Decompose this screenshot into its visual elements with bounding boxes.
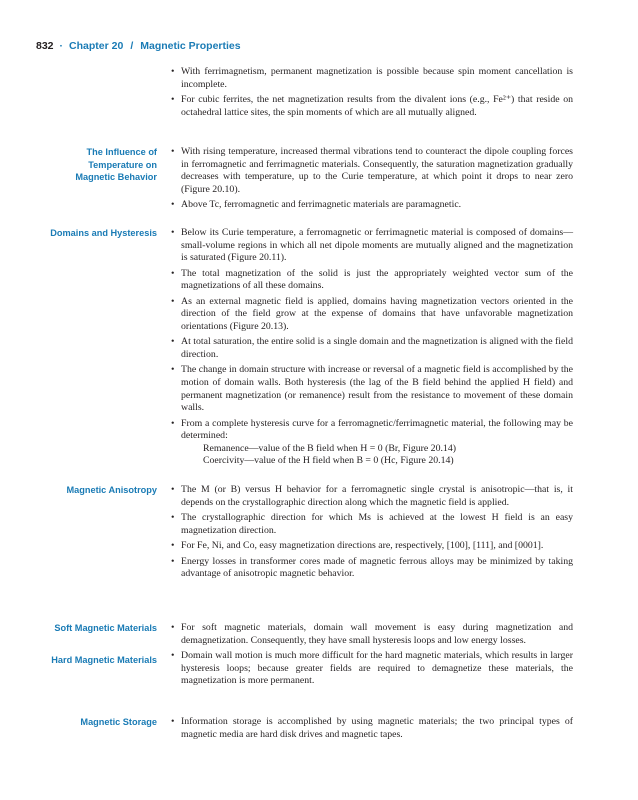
bullet-text: From a complete hysteresis curve for a ferromagnetic/ferrimagnetic material, the following may be determined: xyxy=(181,417,573,442)
side-heading: Magnetic Storage xyxy=(80,717,157,727)
bullet: • With ferrimagnetism, permanent magnetization is possible because spin moment cancellation is incomplete. xyxy=(171,66,573,91)
chapter-title: Magnetic Properties xyxy=(140,40,241,52)
bullet: • For soft magnetic materials, domain wall movement is easy during magnetization and demagnetization. Consequently, they have small hysteresis loops and low energy losses. xyxy=(171,622,573,647)
bullet: • For cubic ferrites, the net magnetization results from the divalent ions (e.g., Fe²⁺) that reside on octahedral lattice sites, the spin moments of which are all mutually aligned. xyxy=(171,94,573,119)
header-dot: · xyxy=(59,40,64,52)
definition-coercivity: Coercivity—value of the H field when B = 0 (Hc, Figure 20.14) xyxy=(203,455,454,467)
side-heading: Domains and Hysteresis xyxy=(50,228,157,238)
bullet: • Domain wall motion is much more difficult for the hard magnetic materials, which results in larger hysteresis loops; because greater fields are required to demagnetize these materials, the magnetization is more permanent. xyxy=(171,650,573,688)
bullet: • The crystallographic direction for which Ms is achieved at the lowest H field is an easy magnetization direction. xyxy=(171,512,573,537)
header-slash: / xyxy=(130,40,134,52)
side-heading-soft: Soft Magnetic Materials xyxy=(54,623,157,633)
definition-remanence: Remanence—value of the B field when H = 0 (Br, Figure 20.14) xyxy=(203,442,456,454)
bullet: • Above Tc, ferromagnetic and ferrimagnetic materials are paramagnetic. xyxy=(171,199,573,212)
side-heading: Magnetic Anisotropy xyxy=(66,485,157,495)
bullet: • Information storage is accomplished by using magnetic materials; the two principal types of magnetic media are hard disk drives and magnetic tapes. xyxy=(171,716,573,741)
bullet xyxy=(171,418,573,468)
bullet: • As an external magnetic field is applied, domains having magnetization vectors oriented in the direction of the field grow at the expense of domains that have unfavorable magnetization orientations (Figure 20.13). xyxy=(171,296,573,334)
bullet: • The total magnetization of the solid is just the appropriately weighted vector sum of the magnetizations of all these domains. xyxy=(171,268,573,293)
side-heading-hard: Hard Magnetic Materials xyxy=(51,655,157,665)
bullet: • With rising temperature, increased thermal vibrations tend to counteract the dipole coupling forces in ferromagnetic and ferrimagnetic materials. Consequently, the saturation magnetization gradually decreases with temperature, up to the Curie temperature, at which point it drops to near zero (Figure 20.10). xyxy=(171,146,573,196)
side-heading: The Influence of Temperature on Magnetic Behavior xyxy=(75,147,157,182)
bullet: • Below its Curie temperature, a ferromagnetic or ferrimagnetic material is composed of domains—small-volume regions in which all net dipole moments are mutually aligned and the magnetization is saturated (Figure 20.11). xyxy=(171,227,573,265)
bullet: • At total saturation, the entire solid is a single domain and the magnetization is aligned with the field direction. xyxy=(171,336,573,361)
chapter-label: Chapter 20 xyxy=(69,40,124,52)
page-number: 832 xyxy=(36,40,54,52)
bullet: • Energy losses in transformer cores made of magnetic ferrous alloys may be minimized by taking advantage of anisotropic magnetic behavior. xyxy=(171,556,573,581)
running-header xyxy=(36,40,241,52)
bullet: • The M (or B) versus H behavior for a ferromagnetic single crystal is anisotropic—that is, it depends on the crystallographic direction along which the magnetic field is applied. xyxy=(171,484,573,509)
bullet: • The change in domain structure with increase or reversal of a magnetic field is accomplished by the motion of domain walls. Both hysteresis (the lag of the B field behind the applied H field) and permanent magnetization (or remanence) result from the resistance to movement of these domain walls. xyxy=(171,364,573,414)
bullet: • For Fe, Ni, and Co, easy magnetization directions are, respectively, [100], [111], and [0001]. xyxy=(171,540,573,553)
